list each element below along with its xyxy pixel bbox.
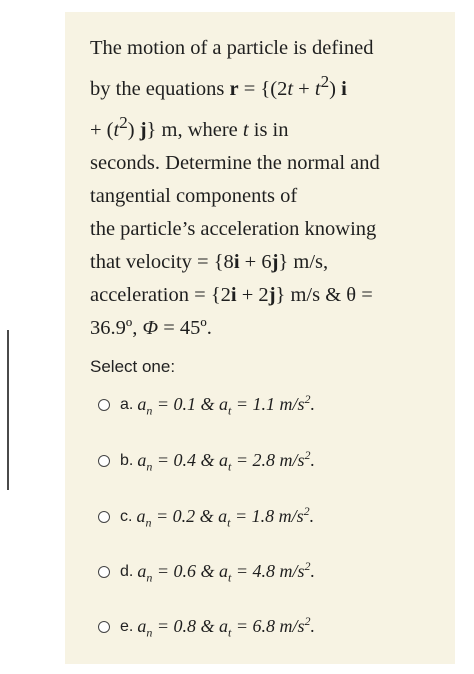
option-formula: $a_n = 0.8$ & $a_t = 6.8$ $m/s^2$. bbox=[137, 614, 315, 640]
answer-option[interactable] bbox=[98, 504, 314, 531]
question-line-8: acceleration = {2i + 2j} m/s & θ = bbox=[90, 283, 373, 306]
option-letter: e. bbox=[120, 618, 134, 636]
radio-button[interactable] bbox=[98, 455, 110, 467]
question-line-4: seconds. Determine the normal and bbox=[90, 151, 380, 174]
question-line-6: the particle’s acceleration knowing bbox=[90, 217, 377, 240]
answer-option[interactable] bbox=[98, 614, 315, 641]
option-formula: $a_n = 0.1$ & $a_t = 1.1$ $m/s^2$. bbox=[137, 392, 315, 418]
question-line-3: + $(t^2)$ j} m, where t is in bbox=[90, 112, 289, 141]
answer-option[interactable] bbox=[98, 448, 315, 475]
option-letter: a. bbox=[120, 396, 134, 414]
option-formula: $a_n = 0.4$ & $a_t = 2.8$ $m/s^2$. bbox=[137, 448, 315, 474]
question-text bbox=[90, 32, 440, 345]
option-letter: b. bbox=[120, 452, 134, 470]
question-line-2: by the equations $r = \{(2t + t^2)$ i bbox=[90, 72, 347, 100]
question-line-9: 36.9º, Φ = 45º. bbox=[90, 316, 212, 339]
select-one-label: Select one: bbox=[90, 357, 176, 376]
question-line-7: that velocity = {8i + 6j} m/s, bbox=[90, 250, 329, 273]
radio-button[interactable] bbox=[98, 621, 110, 633]
option-formula: $a_n = 0.6$ & $a_t = 4.8$ $m/s^2$. bbox=[137, 559, 315, 585]
answer-option[interactable] bbox=[98, 392, 315, 419]
answer-option[interactable] bbox=[98, 559, 315, 586]
question-line-1: The motion of a particle is defined bbox=[90, 37, 374, 59]
option-formula: $a_n = 0.2$ & $a_t = 1.8$ $m/s^2$. bbox=[136, 504, 315, 530]
radio-button[interactable] bbox=[98, 399, 110, 411]
option-letter: d. bbox=[120, 563, 134, 581]
scroll-indicator bbox=[7, 330, 9, 490]
radio-button[interactable] bbox=[98, 511, 110, 523]
radio-button[interactable] bbox=[98, 566, 110, 578]
question-line-5: tangential components of bbox=[90, 184, 298, 207]
option-letter: c. bbox=[120, 508, 133, 526]
question-card bbox=[65, 12, 455, 664]
